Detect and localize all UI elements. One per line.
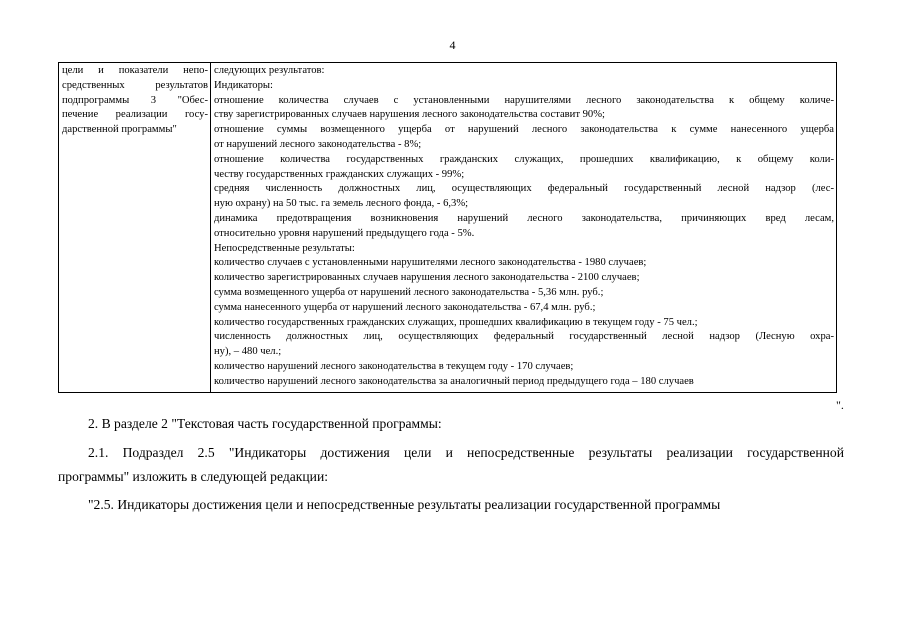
- closing-quote: ".: [836, 398, 844, 412]
- content-line: от нарушений лесного законодательства - 8%;: [214, 138, 422, 150]
- content-line: ству зарегистрированных случаев нарушения лесного законодательства составит 90%;: [214, 109, 605, 121]
- content-line: честву государственных гражданских служащих - 99%;: [214, 168, 465, 180]
- content-line: следующих результатов:: [214, 65, 325, 76]
- left-cell-line: дарственной программы": [62, 124, 177, 136]
- content-line: относительно уровня нарушений предыдущего года - 5%.: [214, 227, 475, 239]
- content-line: отношение суммы возмещенного ущерба от нарушений лесного законодательства к сумме нанесенного ущерба: [214, 124, 834, 136]
- content-line: количество государственных гражданских служащих, прошедших квалификацию в текущем году - 75 чел.;: [214, 316, 698, 328]
- table-cell-label: [59, 63, 211, 393]
- content-line: средняя численность должностных лиц, осуществляющих федеральный государственный лесной надзор (лес-: [214, 183, 834, 195]
- page-number: 4: [449, 38, 456, 52]
- content-line: Индикаторы:: [214, 79, 273, 91]
- program-table: [58, 62, 837, 393]
- paragraph-line: программы" изложить в следующей редакции:: [58, 469, 328, 484]
- table-row: [59, 63, 837, 393]
- table-cell-content: [211, 63, 837, 393]
- content-line: количество случаев с установленными нарушителями лесного законодательства - 1980 случаев;: [214, 257, 647, 269]
- left-cell-line: средственных результатов: [62, 79, 208, 91]
- paragraph-heading-2-5: "2.5. Индикаторы достижения цели и непосредственные результаты реализации государственной программы: [88, 497, 721, 512]
- content-line: количество нарушений лесного законодательства в текущем году - 170 случаев;: [214, 360, 574, 372]
- content-line: ную охрану) на 50 тыс. га земель лесного фонда, - 6,3%;: [214, 198, 469, 210]
- left-cell-line: цели и показатели непо-: [62, 65, 208, 76]
- content-line: Непосредственные результаты:: [214, 242, 355, 254]
- paragraph-line: 2.1. Подраздел 2.5 "Индикаторы достижения цели и непосредственные результаты реализации государственной: [88, 445, 844, 460]
- content-line: сумма нанесенного ущерба от нарушений лесного законодательства - 67,4 млн. руб.;: [214, 301, 596, 313]
- content-line: ну), – 480 чел.;: [214, 346, 282, 358]
- content-line: количество нарушений лесного законодательства за аналогичный период предыдущего года – 180 случаев: [214, 375, 694, 387]
- left-cell-line: печение реализации госу-: [62, 109, 208, 121]
- content-line: численность должностных лиц, осуществляющих федеральный государственный лесной надзор (Лесную охра-: [214, 331, 834, 343]
- paragraph-section-2: 2. В разделе 2 "Текстовая часть государственной программы:: [88, 416, 442, 431]
- paragraph-subsection-2-1: [58, 441, 844, 489]
- content-line: отношение количества государственных гражданских служащих, прошедших квалификацию, к общему коли-: [214, 153, 834, 165]
- left-cell-line: подпрограммы 3 "Обес-: [62, 94, 208, 106]
- content-line: динамика предотвращения возникновения нарушений лесного законодательства, причиняющих вред лесам,: [214, 212, 834, 224]
- content-line: отношение количества случаев с установленными нарушителями лесного законодательства к общему количе-: [214, 94, 834, 106]
- content-line: сумма возмещенного ущерба от нарушений лесного законодательства - 5,36 млн. руб.;: [214, 286, 604, 298]
- content-line: количество зарегистрированных случаев нарушения лесного законодательства - 2100 случаев;: [214, 272, 640, 284]
